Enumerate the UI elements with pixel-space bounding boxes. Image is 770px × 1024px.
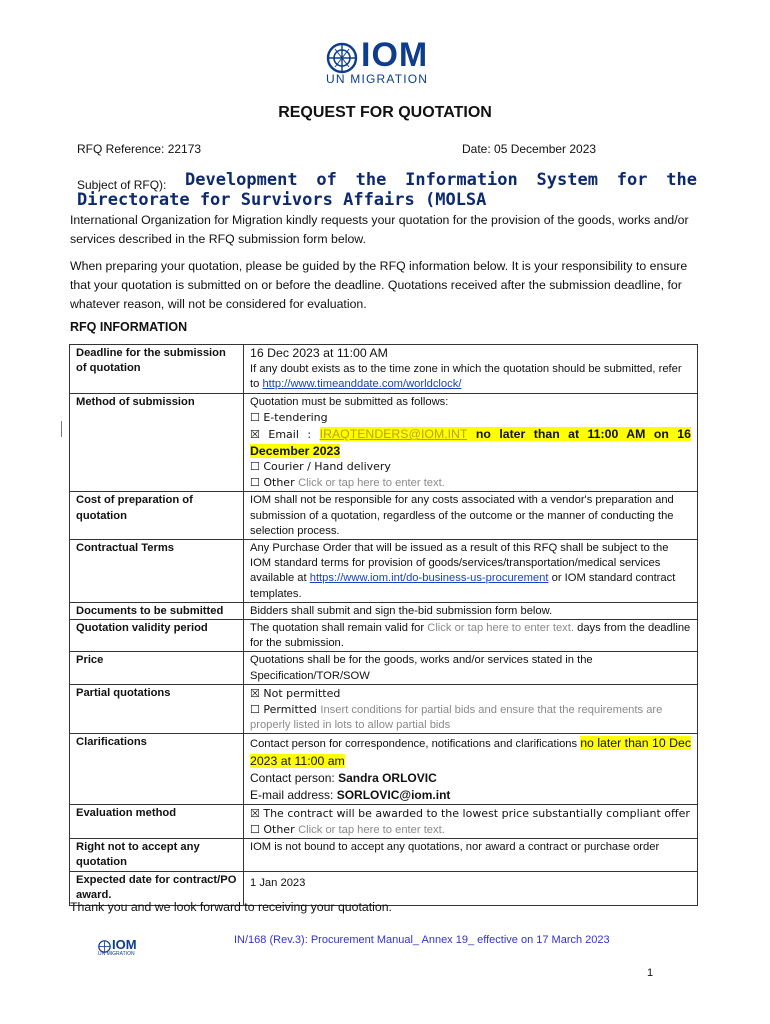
row-label: Cost of preparation of quotation (70, 492, 244, 540)
etendering-checkbox[interactable]: ☐ E-tendering (250, 410, 328, 424)
deadline-date: 16 Dec 2023 at 11:00 AM (250, 346, 388, 360)
email-option (250, 426, 691, 459)
rfq-date: Date: 05 December 2023 (462, 142, 597, 156)
row-value (244, 393, 698, 492)
validity-placeholder-field[interactable]: Click or tap here to enter text. (427, 622, 574, 635)
contact-person-name: Sandra ORLOVIC (338, 771, 437, 786)
row-value: Bidders shall submit and sign the-bid submission form below. (244, 602, 698, 619)
contact-email[interactable]: SORLOVIC@iom.int (336, 787, 451, 802)
method-intro: Quotation must be submitted as follows: (250, 395, 449, 408)
rfq-reference: RFQ Reference: 22173 (77, 142, 202, 156)
table-row (70, 684, 698, 734)
email-checkbox[interactable]: ☒ Email : (250, 428, 320, 442)
row-label: Price (70, 652, 244, 684)
partial-placeholder-field[interactable]: Insert conditions for partial bids and ensure that the requirements are properly listed in lots to allow partial bids (250, 704, 663, 732)
page-number: 1 (647, 967, 654, 979)
email-deadline: no later than at 11:00 AM on 16 December 2023 (250, 427, 691, 459)
row-label: Quotation validity period (70, 620, 244, 652)
row-value: 1 Jan 2023 (244, 871, 698, 905)
other-checkbox[interactable]: ☐ Other (250, 476, 299, 490)
footer-text: IN/168 (Rev.3): Procurement Manual_ Annex 19_ effective on 17 March 2023 (234, 934, 610, 946)
row-value: Quotations shall be for the goods, works and/or services stated in the Specification/TOR/SOW (244, 652, 698, 684)
section-heading: RFQ INFORMATION (70, 320, 188, 334)
footer-brand-tagline: UN MIGRATION (98, 951, 135, 957)
margin-marker (61, 421, 62, 437)
deadline-note: If any doubt exists as to the time zone in which the quotation should be submitted, refer to (250, 363, 682, 391)
closing-text: Thank you and we look forward to receiving your quotation. (70, 900, 392, 914)
row-value: IOM shall not be responsible for any costs associated with a vendor's preparation and submission of a quotation, regardless of the outcome or the manner of conducting the selection process. (244, 492, 698, 540)
brand-tagline: UN MIGRATION (326, 72, 429, 86)
iom-logo (326, 36, 446, 88)
evaluation-placeholder-field[interactable]: Click or tap here to enter text. (298, 824, 445, 837)
table-row (70, 540, 698, 603)
not-permitted-checkbox[interactable]: ☒ Not permitted (250, 686, 341, 700)
row-value (244, 734, 698, 804)
table-row (70, 393, 698, 492)
contact-email-label: E-mail address: (250, 787, 337, 802)
row-label: Documents to be submitted (70, 602, 244, 619)
row-label: Right not to accept any quotation (70, 839, 244, 871)
table-row (70, 602, 698, 619)
rfq-information-table (69, 344, 698, 906)
row-value (244, 540, 698, 603)
un-globe-icon (326, 42, 358, 74)
clarification-deadline: no later than 10 Dec 2023 at 11:00 am (250, 736, 691, 769)
table-row (70, 620, 698, 652)
worldclock-link[interactable]: http://www.timeanddate.com/worldclock/ (262, 378, 462, 391)
subject-text: Development of the Information System for the Directorate for Survivors Affairs (MOLSA (77, 170, 697, 210)
validity-text: The quotation shall remain valid for (250, 622, 428, 635)
subject-label: Subject of RFQ): (77, 178, 167, 192)
validity-text-end: days from the deadline for the submission. (250, 622, 691, 650)
permitted-checkbox[interactable]: ☐ Permitted (250, 703, 321, 717)
other-placeholder-field[interactable]: Click or tap here to enter text. (298, 477, 445, 490)
procurement-link[interactable]: https://www.iom.int/do-business-us-procurement (309, 572, 549, 585)
row-label: Deadline for the submission of quotation (70, 345, 244, 394)
row-label: Method of submission (70, 393, 244, 492)
row-value (244, 684, 698, 734)
table-row (70, 652, 698, 684)
row-value (244, 620, 698, 652)
contract-text-end: or IOM standard contract templates. (250, 572, 676, 600)
intro-paragraph-1: International Organization for Migration kindly requests your quotation for the provision of the goods, works and/or services described in the RFQ submission form below. (70, 213, 689, 246)
table-row (70, 839, 698, 871)
table-row (70, 345, 698, 394)
row-label: Evaluation method (70, 804, 244, 838)
lowest-price-checkbox[interactable]: ☒ The contract will be awarded to the lowest price substantially compliant offer (250, 806, 690, 820)
row-value: IOM is not bound to accept any quotations, nor award a contract or purchase order (244, 839, 698, 871)
courier-checkbox[interactable]: ☐ Courier / Hand delivery (250, 460, 391, 474)
row-label: Clarifications (70, 734, 244, 804)
contact-person-label: Contact person: (250, 771, 339, 786)
footer-logo (98, 938, 148, 960)
row-label: Expected date for contract/PO award. (70, 871, 244, 905)
evaluation-other-checkbox[interactable]: ☐ Other (250, 823, 299, 837)
intro-paragraph-2: When preparing your quotation, please be guided by the RFQ information below. It is your responsibility to ensure that your quotation is submitted on or before the deadline. Quotations received after the submission deadline, for whatever reason, will not be considered for evaluation. (70, 259, 688, 311)
row-value (244, 804, 698, 838)
row-value (244, 345, 698, 394)
table-row (70, 804, 698, 838)
row-label: Contractual Terms (70, 540, 244, 603)
row-label: Partial quotations (70, 684, 244, 734)
clarification-text: Contact person for correspondence, notifications and clarifications (250, 738, 581, 751)
footer-brand-name: IOM (112, 937, 137, 952)
tender-email-link[interactable]: IRAQTENDERS@IOM.INT (319, 427, 468, 442)
contract-text: Any Purchase Order that will be issued as a result of this RFQ shall be subject to the IOM standard terms for provision of goods/services/transportation/medical services available at (250, 542, 669, 585)
table-row (70, 492, 698, 540)
table-row (70, 734, 698, 804)
page-title: REQUEST FOR QUOTATION (278, 104, 492, 121)
brand-name: IOM (361, 36, 429, 74)
